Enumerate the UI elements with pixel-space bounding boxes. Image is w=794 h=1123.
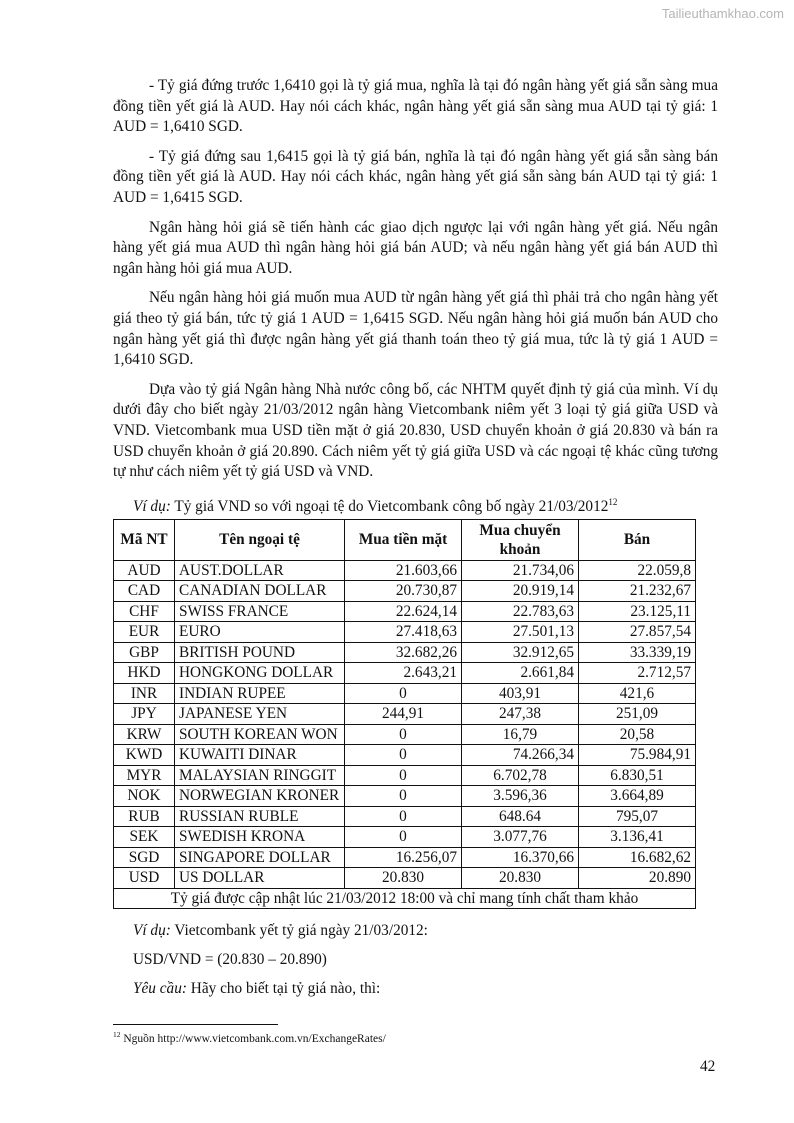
footnote-divider [113,1024,278,1025]
cell-code: SGD [114,847,175,868]
paragraph-sell-rate: - Tỷ giá đứng sau 1,6415 gọi là tỷ giá bán, nghĩa là tại đó ngân hàng yết giá sẵn sàng bán đồng tiền yết giá là AUD. Hay nói cách khác, ngân hàng yết giá sẵn sàng bán AUD tại tỷ giá: 1 AUD = 1,6415 SGD. [113,147,718,206]
requirement-text: Hãy cho biết tại tỷ giá nào, thì: [186,980,381,998]
table-row [114,765,696,786]
cell-code: KWD [114,745,175,766]
cell-cash: 244,91 [345,704,462,725]
table-row [114,642,696,663]
cell-transfer: 20.919,14 [462,581,579,602]
example-text: Vietcombank yết tỷ giá ngày 21/03/2012: [170,922,428,940]
paragraph-buy-rate: - Tỷ giá đứng trước 1,6410 gọi là tỷ giá mua, nghĩa là tại đó ngân hàng yết giá sẵn sàng mua đồng tiền yết giá là AUD. Hay nói cách khác, ngân hàng yết giá sẵn sàng mua AUD tại tỷ giá: 1 AUD = 1,6410 SGD. [113,77,718,136]
table-row [114,786,696,807]
cell-cash: 0 [345,724,462,745]
cell-cash: 0 [345,806,462,827]
cell-transfer: 6.702,78 [462,765,579,786]
header-name: Tên ngoại tệ [175,519,345,560]
cell-code: HKD [114,663,175,684]
cell-transfer: 16.370,66 [462,847,579,868]
cell-transfer: 32.912,65 [462,642,579,663]
cell-code: USD [114,868,175,889]
table-header-row [114,519,696,560]
cell-name: SINGAPORE DOLLAR [175,847,345,868]
cell-code: CHF [114,601,175,622]
cell-sell: 3.664,89 [579,786,696,807]
cell-transfer: 2.661,84 [462,663,579,684]
cell-name: HONGKONG DOLLAR [175,663,345,684]
table-row [114,827,696,848]
cell-sell: 20.890 [579,868,696,889]
table-row [114,622,696,643]
cell-code: EUR [114,622,175,643]
table-caption [113,492,718,517]
footnote-text: Nguồn http://www.vietcombank.com.vn/ExchangeRates/ [120,1032,386,1045]
requirement-label: Yêu cầu: [133,980,187,998]
cell-sell: 421,6 [579,683,696,704]
cell-transfer: 3.077,76 [462,827,579,848]
cell-transfer: 74.266,34 [462,745,579,766]
cell-cash: 20.730,87 [345,581,462,602]
cell-transfer: 247,38 [462,704,579,725]
footnote [113,1030,386,1045]
table-row [114,683,696,704]
cell-name: RUSSIAN RUBLE [175,806,345,827]
cell-code: GBP [114,642,175,663]
cell-name: SWISS FRANCE [175,601,345,622]
cell-name: SOUTH KOREAN WON [175,724,345,745]
paragraph-vietcombank-rates: Dựa vào tỷ giá Ngân hàng Nhà nước công bố, các NHTM quyết định tỷ giá của mình. Ví dụ dưới đây cho biết ngày 21/03/2012 ngân hàng Vietcombank niêm yết 3 loại tỷ giá giữa USD và VND. Vietcombank mua USD tiền mặt ở giá 20.830, USD chuyển khoản ở giá 20.830 và bán ra USD chuyển khoản ở giá 20.890. Cách niêm yết tỷ giá giữa USD và các ngoại tệ khác cũng tương tự như cách niêm yết tỷ giá USD và VND. [113,380,718,481]
cell-code: SEK [114,827,175,848]
cell-name: BRITISH POUND [175,642,345,663]
cell-sell: 33.339,19 [579,642,696,663]
example-label: Ví dụ: [133,922,171,940]
cell-cash: 0 [345,745,462,766]
cell-cash: 0 [345,786,462,807]
table-row [114,868,696,889]
cell-transfer: 20.830 [462,868,579,889]
table-row [114,724,696,745]
cell-transfer: 27.501,13 [462,622,579,643]
table-body [114,560,696,909]
cell-sell: 20,58 [579,724,696,745]
header-sell: Bán [579,519,696,560]
cell-transfer: 403,91 [462,683,579,704]
cell-code: JPY [114,704,175,725]
exchange-rate-table [113,519,696,910]
cell-name: INDIAN RUPEE [175,683,345,704]
paragraph-asking-bank: Ngân hàng hỏi giá sẽ tiến hành các giao dịch ngược lại với ngân hàng yết giá. Nếu ngân hàng yết giá mua AUD thì ngân hàng hỏi giá bán AUD; và nếu ngân hàng yết giá bán AUD thì ngân hàng hỏi giá mua AUD. [113,218,718,277]
requirement [113,979,718,999]
cell-cash: 16.256,07 [345,847,462,868]
cell-sell: 22.059,8 [579,560,696,581]
page-number: 42 [700,1058,716,1075]
table-row [114,663,696,684]
watermark: Tailieuthamkhao.com [661,6,784,21]
cell-cash: 0 [345,765,462,786]
cell-sell: 27.857,54 [579,622,696,643]
cell-cash: 27.418,63 [345,622,462,643]
cell-code: CAD [114,581,175,602]
cell-transfer: 22.783,63 [462,601,579,622]
cell-name: MALAYSIAN RINGGIT [175,765,345,786]
cell-name: KUWAITI DINAR [175,745,345,766]
cell-cash: 0 [345,683,462,704]
cell-cash: 2.643,21 [345,663,462,684]
cell-code: RUB [114,806,175,827]
table-row [114,745,696,766]
cell-name: CANADIAN DOLLAR [175,581,345,602]
cell-cash: 0 [345,827,462,848]
cell-name: EURO [175,622,345,643]
cell-sell: 2.712,57 [579,663,696,684]
cell-sell: 251,09 [579,704,696,725]
header-transfer-buy: Mua chuyển khoản [462,519,579,560]
cell-code: AUD [114,560,175,581]
cell-cash: 21.603,66 [345,560,462,581]
cell-name: NORWEGIAN KRONER [175,786,345,807]
cell-name: SWEDISH KRONA [175,827,345,848]
rate-line: USD/VND = (20.830 – 20.890) [133,951,327,969]
cell-name: AUST.DOLLAR [175,560,345,581]
page-content [113,76,718,999]
cell-sell: 3.136,41 [579,827,696,848]
example-vietcombank-rate [113,921,718,941]
cell-sell: 23.125,11 [579,601,696,622]
cell-transfer: 16,79 [462,724,579,745]
cell-sell: 795,07 [579,806,696,827]
cell-transfer: 21.734,06 [462,560,579,581]
cell-name: JAPANESE YEN [175,704,345,725]
paragraph-asking-bank-trade: Nếu ngân hàng hỏi giá muốn mua AUD từ ngân hàng yết giá thì phải trả cho ngân hàng yết giá theo tỷ giá bán, tức tỷ giá 1 AUD = 1,6415 SGD. Nếu ngân hàng hỏi giá muốn bán AUD cho ngân hàng yết giá thì được ngân hàng yết giá thanh toán theo tỷ giá mua, tức là tỷ giá 1 AUD = 1,6410 SGD. [113,289,718,369]
table-row [114,806,696,827]
footnote-ref[interactable]: 12 [608,496,618,507]
table-footer-note: Tỷ giá được cập nhật lúc 21/03/2012 18:00 và chỉ mang tính chất tham khảo [114,888,696,909]
cell-sell: 6.830,51 [579,765,696,786]
cell-sell: 21.232,67 [579,581,696,602]
table-row [114,704,696,725]
cell-transfer: 648.64 [462,806,579,827]
cell-sell: 75.984,91 [579,745,696,766]
cell-cash: 22.624,14 [345,601,462,622]
cell-cash: 20.830 [345,868,462,889]
table-row [114,847,696,868]
cell-transfer: 3.596,36 [462,786,579,807]
caption-label: Ví dụ: [133,497,171,515]
cell-code: KRW [114,724,175,745]
cell-sell: 16.682,62 [579,847,696,868]
footnote-number: 12 [113,1030,121,1039]
caption-text: Tỷ giá VND so với ngoại tệ do Vietcombank công bố ngày 21/03/2012 [170,497,609,515]
cell-code: MYR [114,765,175,786]
cell-name: US DOLLAR [175,868,345,889]
header-code: Mã NT [114,519,175,560]
table-row [114,581,696,602]
header-cash-buy: Mua tiền mặt [345,519,462,560]
table-row [114,560,696,581]
table-footer-row [114,888,696,909]
cell-code: NOK [114,786,175,807]
cell-cash: 32.682,26 [345,642,462,663]
cell-code: INR [114,683,175,704]
table-row [114,601,696,622]
